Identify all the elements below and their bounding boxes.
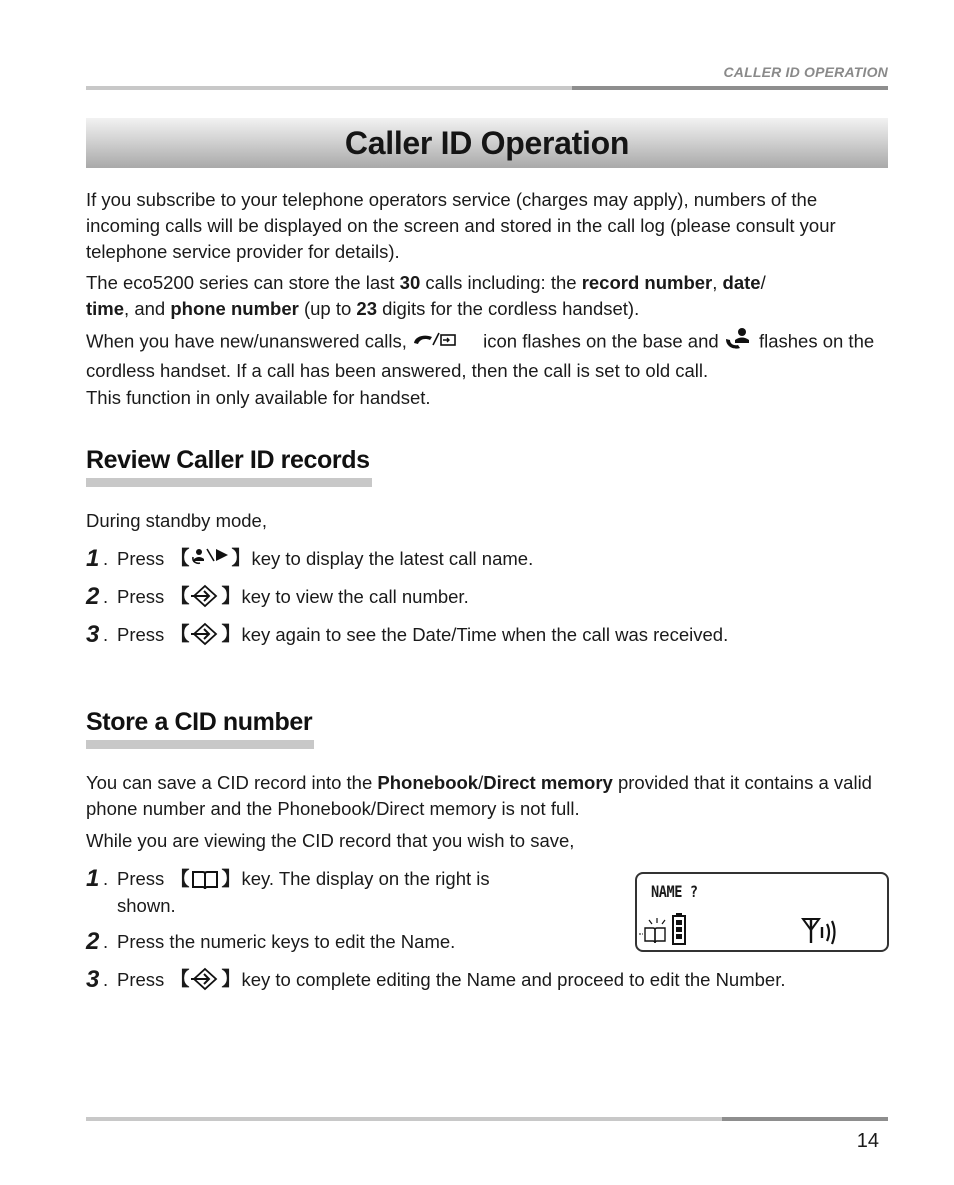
intro-paragraph-3: When you have new/unanswered calls, icon flashes on the base and flashes on the cordless handset. If a call has been answered, then the call is set to old call. (86, 327, 892, 384)
review-step-3: 3 . Press 【 】 key again to see the Date/Time when the call was received. (86, 621, 729, 648)
intro-paragraph-2: The eco5200 series can store the last 30 calls including: the record number, date/ time, and phone number (up to 23 digits for the cordless handset). (86, 272, 766, 319)
review-step-2: 2 . Press 【 】 key to view the call number. (86, 583, 469, 610)
enter-key-icon (190, 584, 220, 608)
store-step-1: 1 . Press 【 】key. The display on the right is shown. (86, 865, 490, 916)
phonebook-key-icon (190, 869, 220, 891)
signal-antenna-icon (801, 916, 841, 951)
enter-key-icon (190, 622, 220, 646)
title-bar (86, 118, 888, 168)
store-paragraph-1: You can save a CID record into the Phonebook/Direct memory provided that it contains a valid phone number and the Phonebook/Direct memory is not full. (86, 772, 872, 819)
battery-icon (671, 912, 689, 951)
store-step-3: 3 . Press 【 】 key to complete editing the Name and proceed to edit the Number. (86, 966, 786, 993)
enter-key-icon (190, 967, 220, 991)
page-title: Caller ID Operation (344, 124, 630, 161)
page-number: 14 (856, 1130, 879, 1152)
intro-paragraph-1: If you subscribe to your telephone operators service (charges may apply), numbers of the incoming calls will be displayed on the screen and stored in the call log (please consult your telephone service provider for details). (86, 189, 836, 262)
review-lead: During standby mode, (86, 510, 267, 531)
store-heading: Store a CID number (86, 707, 314, 749)
lcd-name-prompt: NAME ? (651, 882, 698, 901)
store-step-2: 2 . Press the numeric keys to edit the Name. (86, 928, 456, 955)
new-call-base-icon (412, 329, 478, 356)
review-step-1: 1 . Press 【 】 key to display the latest call name. (86, 545, 534, 572)
header-rule (86, 86, 888, 90)
review-heading: Review Caller ID records (86, 445, 372, 487)
running-header: CALLER ID OPERATION (723, 64, 888, 80)
store-paragraph-2: While you are viewing the CID record that you wish to save, (86, 830, 575, 851)
lcd-display-illustration (635, 872, 889, 952)
footer-rule (86, 1117, 888, 1121)
intro-paragraph-4: This function in only available for handset. (86, 387, 431, 408)
caller-handset-icon (724, 327, 754, 358)
caller-id-key-icon (190, 546, 230, 566)
